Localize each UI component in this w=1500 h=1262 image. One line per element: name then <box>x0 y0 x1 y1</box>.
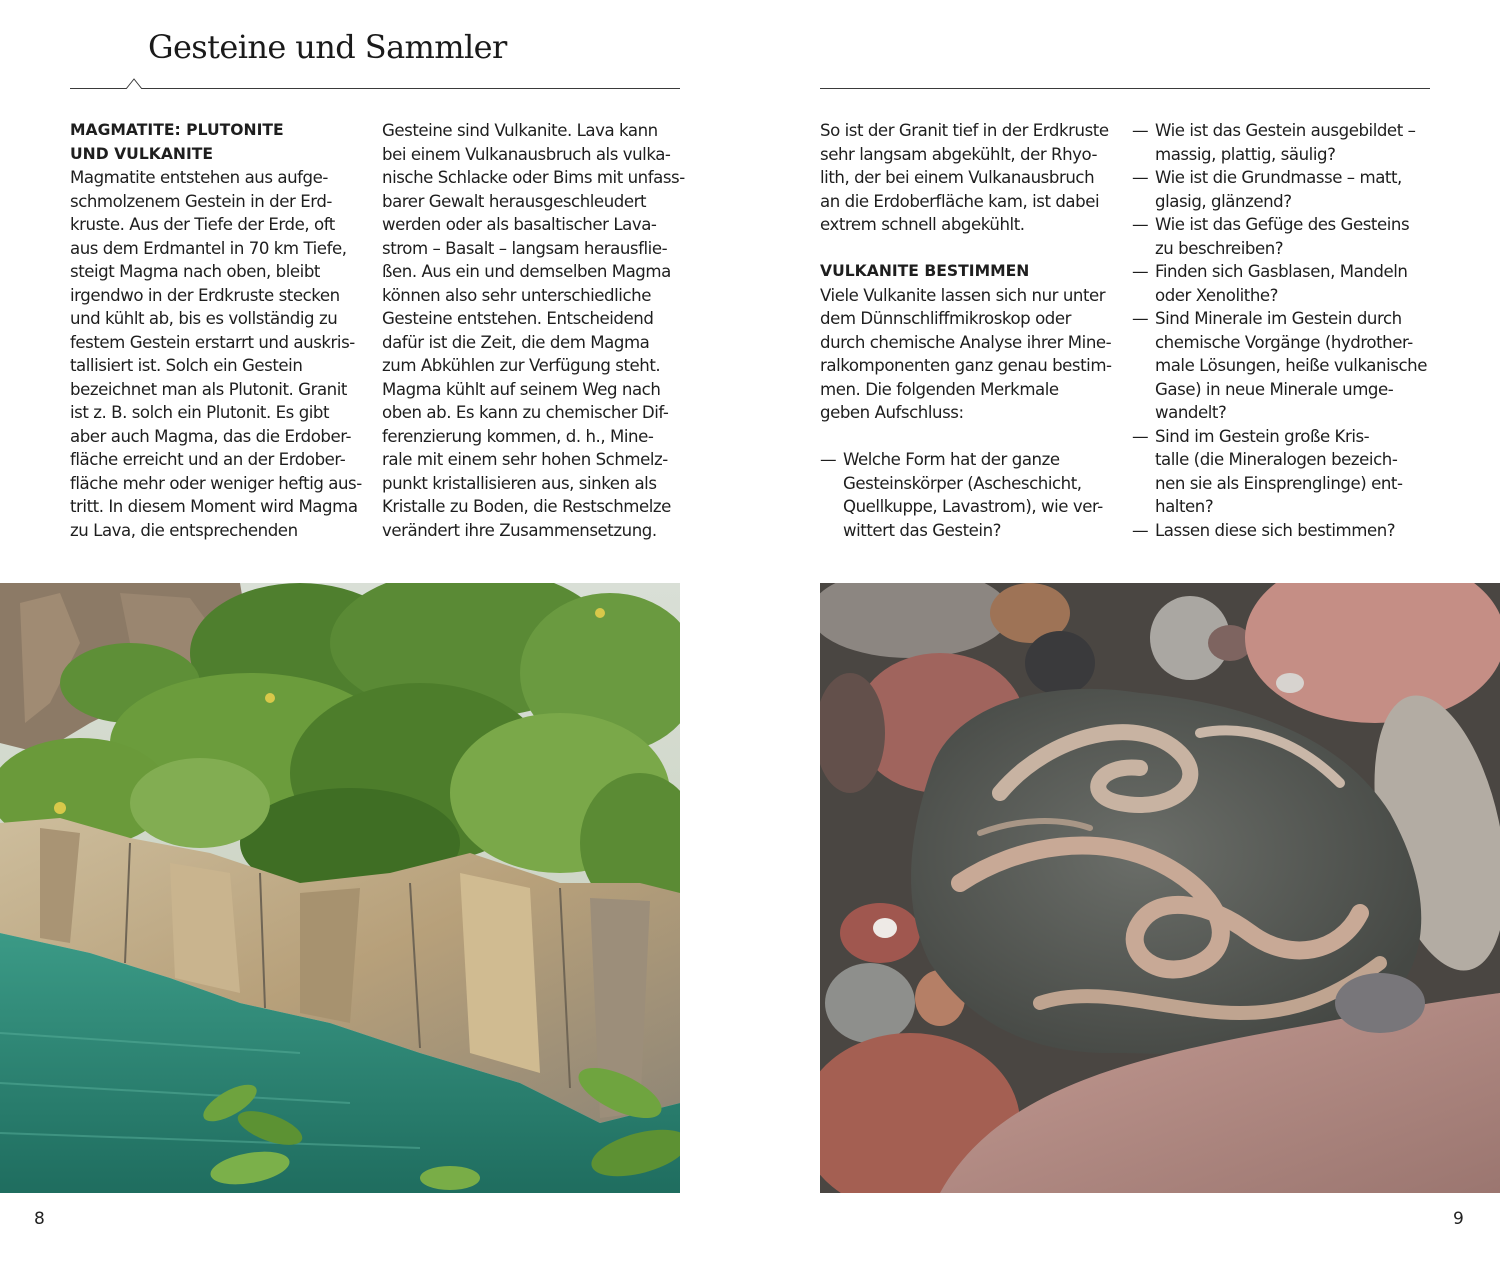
text-line: aber auch Magma, das die Erdober- <box>70 426 352 446</box>
text-line: barer Gewalt herausgeschleudert <box>382 191 647 211</box>
text-line: oben ab. Es kann zu chemischer Dif- <box>382 403 669 422</box>
page-number-left: 8 <box>34 1209 45 1229</box>
body-text <box>820 284 1120 425</box>
criteria-list <box>1132 119 1437 542</box>
list-item-line: oder Xenolithe? <box>1155 285 1279 305</box>
list-item-line: male Lösungen, heiße vulkanische <box>1155 356 1427 375</box>
list-item-line: Finden sich Gasblasen, Mandeln <box>1155 262 1408 281</box>
text-line: aus dem Erdmantel in 70 km Tiefe, <box>70 238 347 258</box>
list-item <box>1132 166 1437 213</box>
list-item-line: chemische Vorgänge (hydrother- <box>1155 332 1413 352</box>
list-item-line: wandelt? <box>1155 403 1227 422</box>
list-item-line: Gesteinskörper (Ascheschicht, <box>843 473 1082 493</box>
text-line: kruste. Aus der Tiefe der Erde, oft <box>70 215 335 234</box>
text-line: fläche erreicht und an der Erdober- <box>70 450 346 469</box>
dash-bullet: — <box>1132 426 1149 446</box>
list-item-line: halten? <box>1155 497 1214 516</box>
text-line: steigt Magma nach oben, bleibt <box>70 262 320 281</box>
right-column-2 <box>1132 119 1437 542</box>
text-line: sehr langsam abgekühlt, der Rhyo- <box>820 144 1098 164</box>
dash-bullet: — <box>1132 121 1149 140</box>
dash-bullet: — <box>1132 520 1149 540</box>
section-heading: MAGMATITE: PLUTONITE <box>70 121 284 139</box>
right-column-1 <box>820 119 1120 542</box>
header-notch-icon <box>126 78 142 89</box>
text-line: durch chemische Analyse ihrer Mine- <box>820 332 1112 352</box>
text-line: an die Erdoberfläche kam, ist dabei <box>820 191 1100 211</box>
list-item-line: Wie ist das Gestein ausgebildet – <box>1155 121 1416 140</box>
dash-bullet: — <box>820 450 837 469</box>
list-item <box>1132 213 1437 260</box>
dash-bullet: — <box>1132 168 1149 187</box>
quarry-lake-photo <box>0 583 680 1193</box>
body-text <box>382 119 685 542</box>
text-line: Gesteine sind Vulkanite. Lava kann <box>382 121 658 140</box>
list-item <box>1132 519 1437 543</box>
text-line: Magmatite entstehen aus aufge- <box>70 168 328 187</box>
text-line: festem Gestein erstarrt und auskris- <box>70 332 355 352</box>
list-item-line: nen sie als Einsprenglinge) ent- <box>1155 473 1403 493</box>
text-line: extrem schnell abgekühlt. <box>820 215 1025 234</box>
section-title: Gesteine und Sammler <box>148 28 507 66</box>
text-line: schmolzenem Gestein in der Erd- <box>70 191 332 211</box>
text-line: tritt. In diesem Moment wird Magma <box>70 497 358 516</box>
dash-bullet: — <box>1132 309 1149 328</box>
text-line: ralkomponenten ganz genau bestim- <box>820 356 1112 375</box>
text-line: strom – Basalt – langsam herausflie- <box>382 238 668 258</box>
text-line: men. Die folgenden Merkmale <box>820 379 1059 399</box>
text-line: und kühlt ab, bis es vollständig zu <box>70 309 338 328</box>
list-item-line: glasig, glänzend? <box>1155 191 1292 211</box>
list-item <box>820 448 1120 542</box>
text-line: dem Dünnschliffmikroskop oder <box>820 309 1071 328</box>
left-column-2 <box>382 119 685 542</box>
text-line: bei einem Vulkanausbruch als vulka- <box>382 144 671 164</box>
text-line: lith, der bei einem Vulkanausbruch <box>820 168 1095 187</box>
list-item-line: Wie ist die Grundmasse – matt, <box>1155 168 1402 187</box>
section-heading: UND VULKANITE <box>70 144 214 163</box>
text-line: können also sehr unterschiedliche <box>382 285 651 305</box>
list-item-line: Wie ist das Gefüge des Gesteins <box>1155 215 1410 234</box>
header-rule-left <box>70 88 680 89</box>
text-line: zum Abkühlen zur Verfügung steht. <box>382 356 661 375</box>
text-line: tallisiert ist. Solch ein Gestein <box>70 356 303 375</box>
text-line: fläche mehr oder weniger heftig aus- <box>70 473 362 493</box>
list-item <box>1132 260 1437 307</box>
text-line: nische Schlacke oder Bims mit unfass- <box>382 168 685 187</box>
dash-bullet: — <box>1132 215 1149 234</box>
list-item-line: Welche Form hat der ganze <box>843 450 1060 469</box>
text-line: Gesteine entstehen. Entscheidend <box>382 309 654 328</box>
text-line: ferenzierung kommen, d. h., Mine- <box>382 426 654 446</box>
list-item <box>1132 119 1437 166</box>
text-line: zu Lava, die entsprechenden <box>70 520 298 540</box>
text-line: Kristalle zu Boden, die Restschmelze <box>382 497 671 516</box>
text-line: verändert ihre Zusammensetzung. <box>382 520 657 540</box>
list-item <box>1132 307 1437 425</box>
text-line: So ist der Granit tief in der Erdkruste <box>820 121 1109 140</box>
dash-bullet: — <box>1132 262 1149 281</box>
list-item-line: Quellkuppe, Lavastrom), wie ver- <box>843 497 1103 516</box>
text-line: irgendwo in der Erdkruste stecken <box>70 285 340 305</box>
criteria-list <box>820 448 1120 542</box>
text-line: dafür ist die Zeit, die dem Magma <box>382 332 650 352</box>
body-text <box>70 166 370 542</box>
text-line: rale mit einem sehr hohen Schmelz- <box>382 450 668 469</box>
page-number-right: 9 <box>1453 1209 1464 1229</box>
list-item-line: zu beschreiben? <box>1155 238 1284 258</box>
text-line: werden oder als basaltischer Lava- <box>382 215 657 234</box>
text-line: Viele Vulkanite lassen sich nur unter <box>820 285 1106 305</box>
gneiss-boulder-photo <box>820 583 1500 1193</box>
subsection-heading: VULKANITE BESTIMMEN <box>820 262 1030 280</box>
list-item-line: wittert das Gestein? <box>843 520 1001 540</box>
left-column-1 <box>70 119 370 542</box>
list-item-line: Sind Minerale im Gestein durch <box>1155 309 1402 328</box>
header-rule-right <box>820 88 1430 89</box>
list-item-line: Lassen diese sich bestimmen? <box>1155 520 1396 540</box>
list-item <box>1132 425 1437 519</box>
text-line: Magma kühlt auf seinem Weg nach <box>382 379 661 399</box>
list-item-line: massig, plattig, säulig? <box>1155 144 1336 164</box>
text-line: ist z. B. solch ein Plutonit. Es gibt <box>70 403 330 422</box>
list-item-line: talle (die Mineralogen bezeich- <box>1155 450 1398 469</box>
text-line: geben Aufschluss: <box>820 403 964 422</box>
list-item-line: Sind im Gestein große Kris- <box>1155 426 1370 446</box>
intro-text <box>820 119 1120 237</box>
text-line: bezeichnet man als Plutonit. Granit <box>70 379 347 399</box>
text-line: ßen. Aus ein und demselben Magma <box>382 262 671 281</box>
text-line: punkt kristallisieren aus, sinken als <box>382 473 657 493</box>
list-item-line: Gase) in neue Minerale umge- <box>1155 379 1394 399</box>
